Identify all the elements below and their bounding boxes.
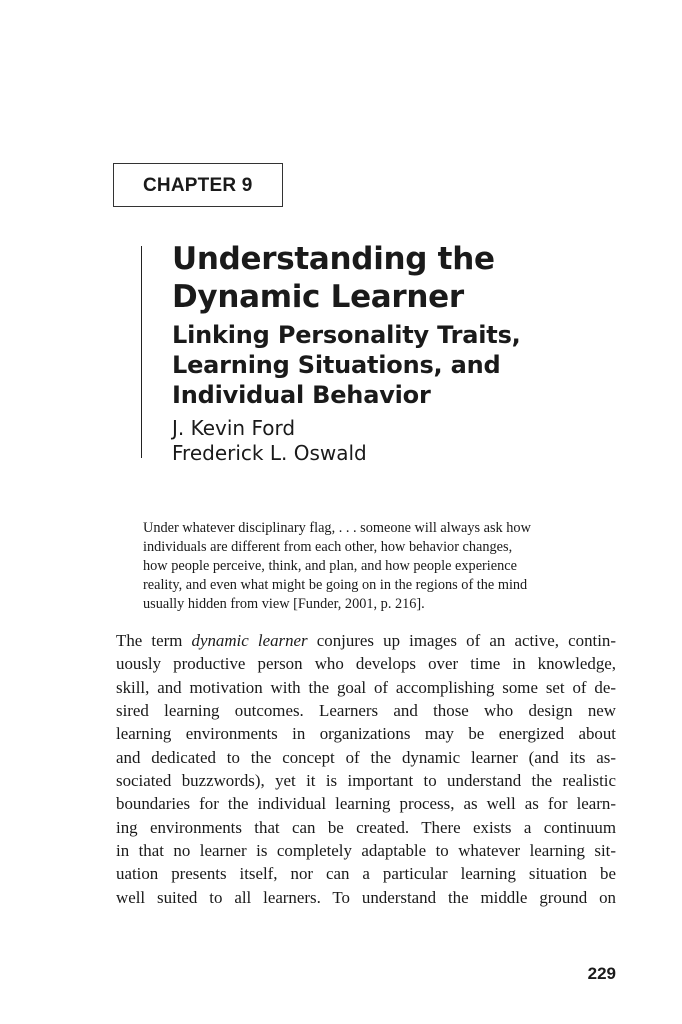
author-name: Frederick L. Oswald [172, 441, 367, 465]
page-number: 229 [587, 964, 616, 983]
chapter-subtitle-line: Linking Personality Traits, [172, 321, 521, 349]
chapter-title [172, 240, 632, 316]
body-line [116, 629, 616, 652]
body-paragraph [116, 629, 616, 909]
epigraph-quote: Under whatever disciplinary flag, . . . someone will always ask how individuals are different from each other, how behavior changes, how people perceive, think, and plan, and how people experience reality, and even what might be going on in the regions of the mind usually hidden from view [Funder, 2001, p. 216]. [143, 520, 531, 613]
body-line: skill, and motivation with the goal of accomplishing some set of de- [116, 677, 616, 697]
title-rule [141, 246, 142, 458]
body-line: sociated buzzwords), yet it is important to understand the realistic [116, 771, 616, 791]
body-text-fragment: The term [116, 631, 192, 650]
body-line: and dedicated to the concept of the dynamic learner (and its as- [116, 747, 616, 767]
chapter-label: CHAPTER 9 [113, 163, 283, 207]
body-line: learning environments in organizations may be energized about [116, 724, 616, 744]
chapter-title-line: Dynamic Learner [172, 279, 464, 315]
author-list [172, 416, 632, 466]
author-name: J. Kevin Ford [172, 416, 296, 440]
body-line: ing environments that can be created. There exists a continuum [116, 817, 616, 837]
chapter-title-line: Understanding the [172, 241, 495, 277]
chapter-subtitle [172, 320, 632, 410]
body-line: in that no learner is completely adaptable to whatever learning sit- [116, 841, 616, 861]
body-text-fragment: conjures up images of an active, contin- [307, 631, 616, 650]
body-line: boundaries for the individual learning process, as well as for learn- [116, 794, 616, 814]
emphasized-term: dynamic learner [191, 631, 308, 650]
title-block [172, 240, 632, 466]
body-line: well suited to all learners. To understand the middle ground on [116, 887, 616, 907]
chapter-subtitle-line: Individual Behavior [172, 381, 431, 409]
body-line: uously productive person who develops over time in knowledge, [116, 654, 616, 674]
body-line: uation presents itself, nor can a particular learning situation be [116, 864, 616, 884]
chapter-subtitle-line: Learning Situations, and [172, 351, 501, 379]
body-line: sired learning outcomes. Learners and those who design new [116, 701, 616, 721]
